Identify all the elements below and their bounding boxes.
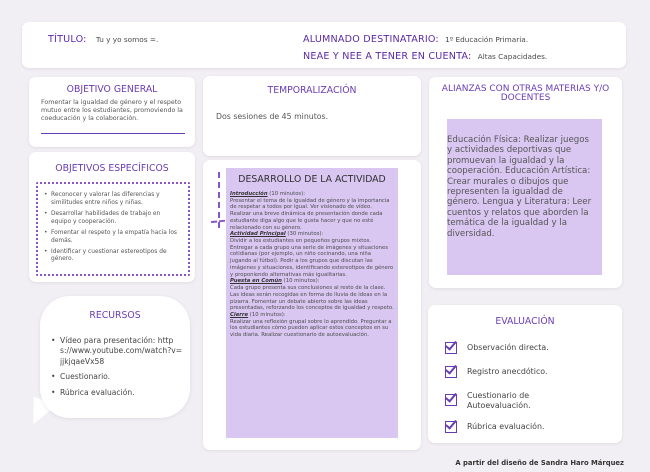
temporalizacion-card bbox=[203, 76, 421, 156]
desarrollo-section bbox=[230, 312, 394, 339]
alianzas-card bbox=[429, 77, 622, 288]
temporalizacion-text: Dos sesiones de 45 minutos. bbox=[216, 112, 329, 121]
list-item: • Cuestionario. bbox=[60, 372, 184, 382]
objetivos-especificos-box bbox=[36, 182, 190, 276]
recursos-bubble bbox=[40, 296, 190, 418]
list-item: • Desarrollar habilidades de trabajo en equipo y cooperación. bbox=[51, 211, 182, 226]
evaluacion-title: EVALUACIÓN bbox=[495, 316, 555, 327]
header-card bbox=[22, 22, 626, 68]
section-text: Cada grupo presenta sus conclusiones al resto de la clase. Las ideas serán recogidas en forma de lluvia de ideas en la pizarra. Fomentar un debate abierto sobre las ideas presentadas, reforzando los conceptos de igualdad y respeto. bbox=[230, 285, 394, 312]
list-item: • Fomentar el respeto y la empatía hacia los demás. bbox=[51, 230, 182, 245]
evaluacion-item bbox=[445, 391, 567, 411]
desarrollo-section bbox=[230, 191, 394, 231]
neae-row bbox=[303, 51, 547, 62]
list-item: • Rúbrica evaluación. bbox=[60, 388, 184, 398]
alianzas-panel bbox=[447, 119, 602, 275]
evaluacion-item-label: Rúbrica evaluación. bbox=[467, 422, 545, 431]
alianzas-text: Educación Física: Realizar juegos y actividades deportivas que promuevan la igualdad y la cooperación. Educación Artística: Crear murales o dibujos que representen la igualdad de género. Lengua y Literatura: Leer cuentos y relatos que aborden la temática de la igualdad y la diversidad. bbox=[447, 135, 592, 239]
desarrollo-title: DESARROLLO DE LA ACTIVIDAD bbox=[238, 174, 386, 185]
checkbox-checked-icon bbox=[445, 421, 457, 433]
section-heading: Puesta en Común bbox=[230, 278, 282, 285]
alumnado-row bbox=[303, 34, 528, 45]
section-text: Dividir a los estudiantes en pequeños grupos mixtos. Entregar a cada grupo una serie de imágenes y situaciones cotidianas (por ejemplo, un niño cocinando, una niña jugando al fútbol). Pedir a los grupos que discutan las imágenes y situaciones, identificando estereotipos de género y proponiendo alternativas más igualitarias. bbox=[230, 238, 394, 278]
checkbox-checked-icon bbox=[445, 366, 457, 378]
titulo-value: Tu y yo somos =. bbox=[95, 35, 159, 44]
objetivos-especificos-list bbox=[51, 192, 182, 264]
section-duration: (10 minutos): bbox=[281, 278, 320, 285]
desarrollo-card bbox=[203, 160, 421, 450]
evaluacion-item-label: Registro anecdótico. bbox=[467, 367, 548, 376]
titulo-label: TÍTULO: bbox=[48, 34, 87, 45]
section-duration: (10 minutos): bbox=[248, 311, 286, 318]
design-credit: A partir del diseño de Sandra Haro Márquez bbox=[455, 459, 624, 467]
section-text: Presentar el tema de la igualdad de género y la importancia de respetar a todos por igual. Ver visionado de vídeo. Realizar una breve dinámica de presentación donde cada estudiante diga algo que le gusta hacer y que no esté relacionado con su género. bbox=[230, 197, 390, 231]
objetivo-general-card bbox=[29, 77, 195, 147]
objetivo-general-text: Fomentar la igualdad de género y el respeto mutuo entre los estudiantes, promoviendo la coeducación y la colaboración. bbox=[41, 99, 183, 123]
divider bbox=[41, 133, 185, 134]
section-heading: Introducción bbox=[230, 191, 268, 197]
recursos-list bbox=[60, 336, 184, 403]
evaluacion-item-label: Cuestionario de Autoevaluación. bbox=[467, 391, 531, 410]
objetivos-especificos-title: OBJETIVOS ESPECÍFICOS bbox=[55, 163, 169, 174]
evaluacion-item bbox=[445, 343, 549, 354]
evaluacion-item bbox=[445, 367, 547, 378]
desarrollo-section bbox=[230, 231, 394, 278]
list-item: • Reconocer y valorar las diferencias y similitudes entre niños y niñas. bbox=[51, 192, 182, 207]
list-item[interactable]: • Vídeo para presentación: https://www.youtube.com/watch?v=jjkjqaeVx58 bbox=[60, 336, 184, 367]
checkbox-checked-icon bbox=[445, 394, 457, 406]
objetivos-especificos-card bbox=[29, 152, 195, 282]
alumnado-label: ALUMNADO DESTINATARIO: bbox=[303, 34, 439, 45]
section-heading: Cierre bbox=[230, 311, 249, 318]
titulo-row bbox=[48, 34, 158, 45]
neae-value: Altas Capacidades. bbox=[477, 52, 548, 61]
section-duration: (10 minutos): bbox=[267, 191, 306, 197]
recursos-title: RECURSOS bbox=[89, 310, 141, 321]
evaluacion-item-label: Observación directa. bbox=[467, 343, 549, 352]
desarrollo-section bbox=[230, 278, 394, 312]
objetivo-general-title: OBJETIVO GENERAL bbox=[66, 84, 158, 95]
alumnado-value: 1º Educación Primaria. bbox=[445, 35, 529, 44]
section-heading: Actividad Principal bbox=[230, 231, 286, 238]
alianzas-title: ALIANZAS CON OTRAS MATERIAS Y/O DOCENTES bbox=[441, 84, 610, 103]
desarrollo-panel bbox=[226, 168, 398, 438]
evaluacion-card bbox=[428, 305, 622, 443]
neae-label: NEAE Y NEE A TENER EN CUENTA: bbox=[303, 51, 472, 62]
checkbox-checked-icon bbox=[445, 342, 457, 354]
desarrollo-body bbox=[230, 191, 394, 339]
list-item: • Identificar y cuestionar estereotipos de género. bbox=[51, 249, 182, 264]
section-duration: (30 minutos): bbox=[285, 231, 324, 238]
section-text: Realizar una reflexión grupal sobre lo aprendido. Preguntar a los estudiantes cómo pueden aplicar estos conceptos en su vida diaria. Realizar cuestionario de autoevaluación. bbox=[230, 318, 392, 339]
temporalizacion-title: TEMPORALIZACIÓN bbox=[267, 85, 357, 96]
evaluacion-item bbox=[445, 422, 545, 433]
